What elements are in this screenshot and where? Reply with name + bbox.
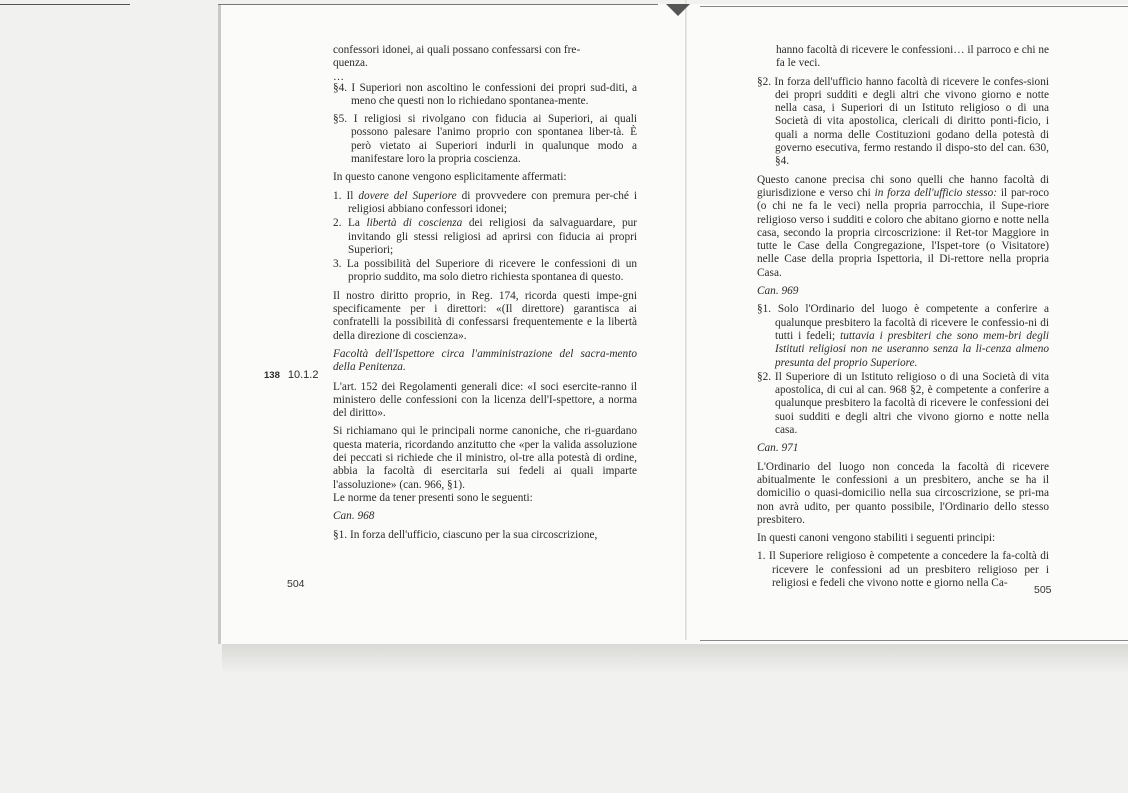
binding-notch [666,4,690,16]
paragraph: §1. In forza dell'ufficio, ciascuno per la sua circoscrizione, [333,528,598,541]
paragraph-1: §1. Solo l'Ordinario del luogo è competente a conferire a qualunque presbitero la facoltà di ricevere le confessio-ni di tutti i fedeli; tuttavia i presbiteri che sono mem-bri degli Istituti religiosi non ne useranno senza la li-cenza almeno presunta del proprio Superiore. [757,303,1050,369]
list-item: 1. Il dovere del Superiore di provvedere con premura per-ché i religiosi abbiano confessori idonei; [333,189,637,215]
text-line: quenza. [333,57,368,70]
page-shadow [222,644,1128,674]
paragraph: L'art. 152 dei Regolamenti generali dice: «I soci esercite-ranno il ministero delle confessioni con la licenza dell'I-spettore, a norma del diritto». [333,380,637,420]
edge-line [700,6,1128,7]
paragraph-5: §5. I religiosi si rivolgano con fiducia ai Superiori, ai quali possono palesare l'animo proprio con spontanea liber-tà. È però vietato ai Superiori indurli in qualunque modo a manifestare loro la propria coscienza. [333,113,637,166]
paragraph: Si richiamano qui le principali norme canoniche, che ri-guardano questa materia, ricordando anzitutto che «per la valida assoluzione dei peccati si richiede che il ministro, ol-tre alla potestà di ordine, abbia la facoltà di esercitarla sui fedeli ai quali imparte l'assoluzione» (can. 966, §1). [333,425,637,491]
paragraph: Le norme da tener presenti sono le seguenti: [333,491,533,504]
list-item: 3. La possibilità del Superiore di ricevere le confessioni di un proprio suddito, ma solo dietro richiesta spontanea di questo. [333,258,637,284]
left-page-text [333,44,637,547]
ellipsis: … [333,70,344,83]
page-number: 504 [287,578,305,590]
intro-text: In questo canone vengono esplicitamente affermati: [333,171,567,184]
right-page-text [757,44,1049,595]
paragraph: L'Ordinario del luogo non conceda la facoltà di ricevere abitualmente le confessioni a un presbitero, anche se ha il domicilio o quasi-domicilio nella sua circoscrizione, se pri-ma non avrà udito, per quanto possibile, l'Ordinario dello stesso presbitero. [757,460,1049,526]
edge-line [0,4,130,5]
paragraph-2: §2. In forza dell'ufficio hanno facoltà di ricevere le confes-sioni dei propri sudditi e degli altri che vivono giorno e notte nella casa, i Superiori di un Istituto religioso o di una Società di vita apostolica, clericali di diritto ponti-ficio, i quali a norma delle Costituzioni godano della potestà di governo esecutiva, fermo restando il dispo-sto del can. 630, §4. [757,75,1049,168]
edge-line [700,640,1128,641]
list-item: 1. Il Superiore religioso è competente a concedere la fa-coltà di ricevere le confessioni ad un presbitero religioso per i religiosi e fedeli che vivono notte e giorno nella Ca- [757,550,1049,589]
section-heading: Facoltà dell'Ispettore circa l'amministrazione del sacra-mento della Penitenza. [333,347,637,374]
edge-line [218,4,658,5]
page-number: 505 [1034,584,1052,596]
paragraph-4: §4. I Superiori non ascoltino le confessioni dei propri sud-diti, a meno che questi non lo richiedano spontanea-mente. [333,81,637,107]
paragraph: hanno facoltà di ricevere le confessioni… il parroco e chi ne fa le veci. [776,44,1049,70]
margin-reference [264,369,318,381]
margin-number: 138 [264,370,280,381]
canon-heading: Can. 968 [333,510,375,523]
canon-heading: Can. 969 [757,285,799,298]
text-line: confessori idonei, ai quali possano confessarsi con fre- [333,44,581,56]
paragraph: Questo canone precisa chi sono quelli che hanno facoltà di giurisdizione e verso chi in forza dell'ufficio stesso: il par-roco (o chi ne fa le veci) nella propria parrocchia, il Supe-riore religioso verso i sudditi e coloro che abitano giorno e notte nella casa, secondo la propria circoscrizione: il Ret-tor Maggiore in tutte le Case della Congregazione, l'Ispet-tore (o Visitatore) nelle Case della propria Ispettoria, il Di-rettore nella propria Casa. [757,173,1049,279]
paragraph-2: §2. Il Superiore di un Istituto religioso o di una Società di vita apostolica, di cui al can. 968 §2, è competente a conferire a qualunque presbitero la facoltà di ricevere le confessioni dei suoi sudditi e degli altri che vivono giorno e notte nella casa. [757,370,1049,437]
page-edge [218,4,221,644]
paragraph: Il nostro diritto proprio, in Reg. 174, ricorda questi impe-gni specificamente per i direttori: «(Il direttore) garantisca ai confratelli la possibilità di confessarsi frequentemente e la libertà della direzione di coscienza». [333,289,637,342]
section-number: 10.1.2 [287,369,319,381]
paragraph: In questi canoni vengono stabiliti i seguenti principi: [757,532,996,545]
canon-heading: Can. 971 [757,442,799,455]
book-gutter [685,0,687,640]
list-item: 2. La libertà di coscienza dei religiosi da salvaguardare, pur invitando gli stessi religiosi ad aprirsi con fiducia ai propri Superiori; [333,217,637,256]
